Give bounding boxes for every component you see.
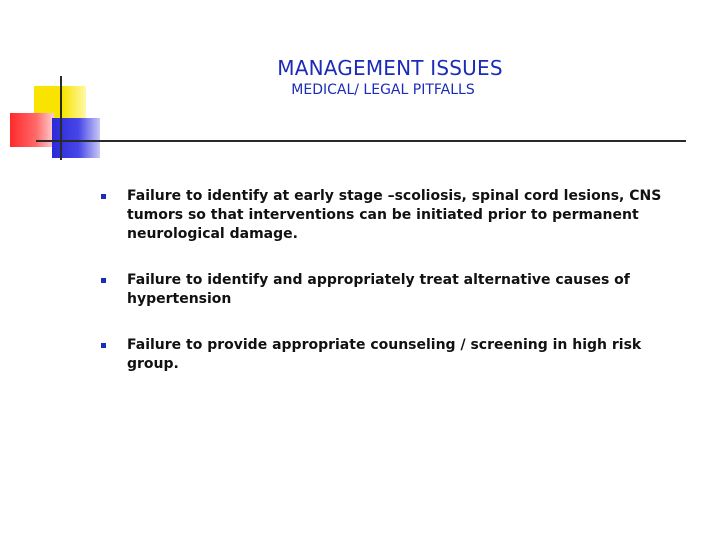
- slide-subtitle: MEDICAL/ LEGAL PITFALLS: [291, 82, 475, 98]
- bullet-text: Failure to identify and appropriately treat alternative causes of hypertension: [127, 272, 630, 307]
- square-bullet-icon: [101, 194, 106, 199]
- bullet-text: Failure to identify at early stage –scoliosis, spinal cord lesions, CNS tumors so that interventions can be initiated prior to permanent neurological damage.: [127, 188, 662, 242]
- horizontal-rule: [36, 140, 686, 142]
- bullet-list: [100, 187, 680, 401]
- slide-title: MANAGEMENT ISSUES: [277, 56, 503, 80]
- vertical-rule: [60, 76, 62, 160]
- square-bullet-icon: [101, 278, 106, 283]
- bullet-item: [100, 271, 680, 309]
- bullet-text: Failure to provide appropriate counseling / screening in high risk group.: [127, 337, 642, 372]
- bullet-item: [100, 336, 680, 374]
- bullet-item: [100, 187, 680, 244]
- square-bullet-icon: [101, 343, 106, 348]
